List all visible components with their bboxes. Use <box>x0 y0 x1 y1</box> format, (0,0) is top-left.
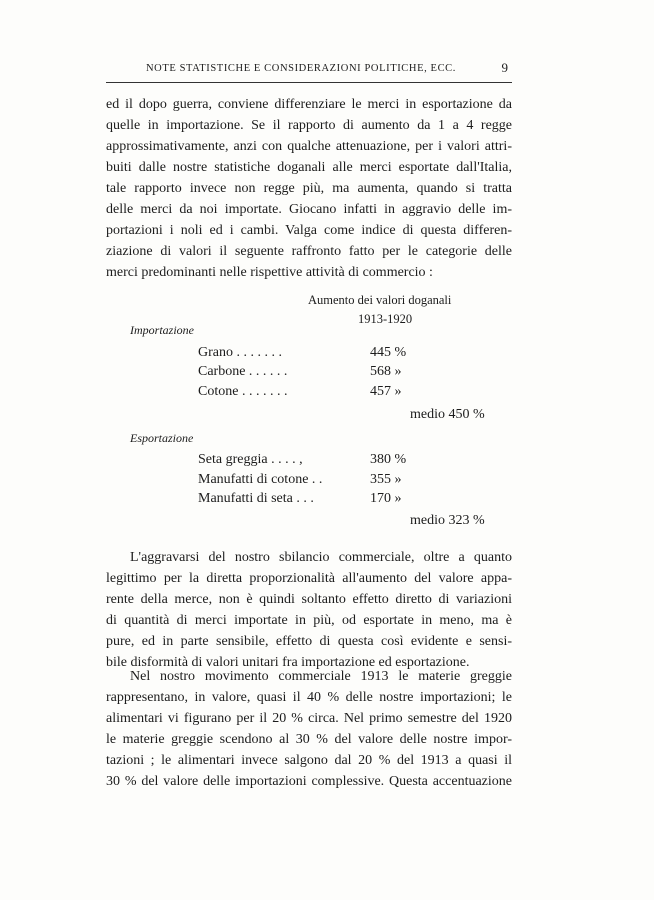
export-row-value: 355 » <box>370 472 402 487</box>
text-line: tale rapporto invece non regge più, ma aumenta, quando si tratta <box>106 181 512 196</box>
text-line: Nel nostro movimento commerciale 1913 le materie greggie <box>130 669 512 684</box>
text-line: rente della merce, non è quindi soltanto effetto diretto di variazioni <box>106 592 512 607</box>
import-row-value: 457 » <box>370 384 402 399</box>
text-line: rappresentano, in valore, quasi il 40 % delle nostre importazioni; le <box>106 690 512 705</box>
text-line: bile disformità di valori unitari fra importazione ed esportazione. <box>106 655 470 670</box>
text-line: 30 % del valore delle importazioni complessive. Questa accentuazione <box>106 774 512 789</box>
text-line: delle merci da noi importate. Giocano infatti in aggravio delle im- <box>106 202 512 217</box>
text-line: approssimativamente, anzi con qualche attenuazione, per i valori attri- <box>106 139 512 154</box>
table-heading: Aumento dei valori doganali <box>308 293 452 307</box>
text-line: alimentari vi figurano per il 20 % circa. Nel primo semestre del 1920 <box>106 711 512 726</box>
text-line: portazioni i noli ed i cambi. Valga come indice di questa differen- <box>106 223 512 238</box>
paragraph-3 <box>106 666 512 792</box>
import-row-item: Carbone . . . . . . <box>198 364 288 379</box>
import-average: medio 450 % <box>410 407 485 422</box>
export-row-value: 380 % <box>370 452 407 467</box>
import-row-item: Grano . . . . . . . <box>198 345 282 360</box>
import-row-value: 445 % <box>370 345 407 360</box>
text-line: L'aggravarsi del nostro sbilancio commerciale, oltre a quanto <box>130 550 512 565</box>
text-line: quelle in importazione. Se il rapporto di aumento da 1 a 4 regge <box>106 118 512 133</box>
running-title: NOTE STATISTICHE E CONSIDERAZIONI POLITICHE, ECC. <box>146 63 456 74</box>
text-line: le materie greggie scendono al 30 % del valore delle nostre impor- <box>106 732 512 747</box>
import-row-item: Cotone . . . . . . . <box>198 384 288 399</box>
page-number: 9 <box>501 60 508 75</box>
table-period: 1913-1920 <box>358 312 413 326</box>
export-row-item: Seta greggia . . . . , <box>198 452 303 467</box>
export-row-value: 170 » <box>370 491 402 506</box>
text-line: merci predominanti nelle rispettive attività di commercio : <box>106 265 433 280</box>
export-label: Esportazione <box>130 431 194 445</box>
paragraph-2 <box>106 547 512 673</box>
export-row-item: Manufatti di cotone . . <box>198 472 323 487</box>
text-line: pure, ed in parte sensibile, effetto di questa così evidente e sensi- <box>106 634 512 649</box>
running-header <box>106 60 512 83</box>
text-line: di quantità di merci importate in più, od esportate in meno, ma è <box>106 613 512 628</box>
text-line: tazioni ; le alimentari invece salgono dal 20 % del 1913 a quasi il <box>106 753 512 768</box>
text-line: legittimo per la diretta proporzionalità all'aumento del valore appa- <box>106 571 512 586</box>
text-line: buiti dalle nostre statistiche doganali alle merci esportate dall'Italia, <box>106 160 512 175</box>
import-row-value: 568 » <box>370 364 402 379</box>
text-line: ziazione di valori il seguente raffronto fatto per le categorie delle <box>106 244 512 259</box>
text-line: ed il dopo guerra, conviene differenziare le merci in esportazione da <box>106 97 512 112</box>
export-row-item: Manufatti di seta . . . <box>198 491 314 506</box>
paragraph-1 <box>106 94 512 283</box>
import-label: Importazione <box>130 323 194 337</box>
export-average: medio 323 % <box>410 513 485 528</box>
